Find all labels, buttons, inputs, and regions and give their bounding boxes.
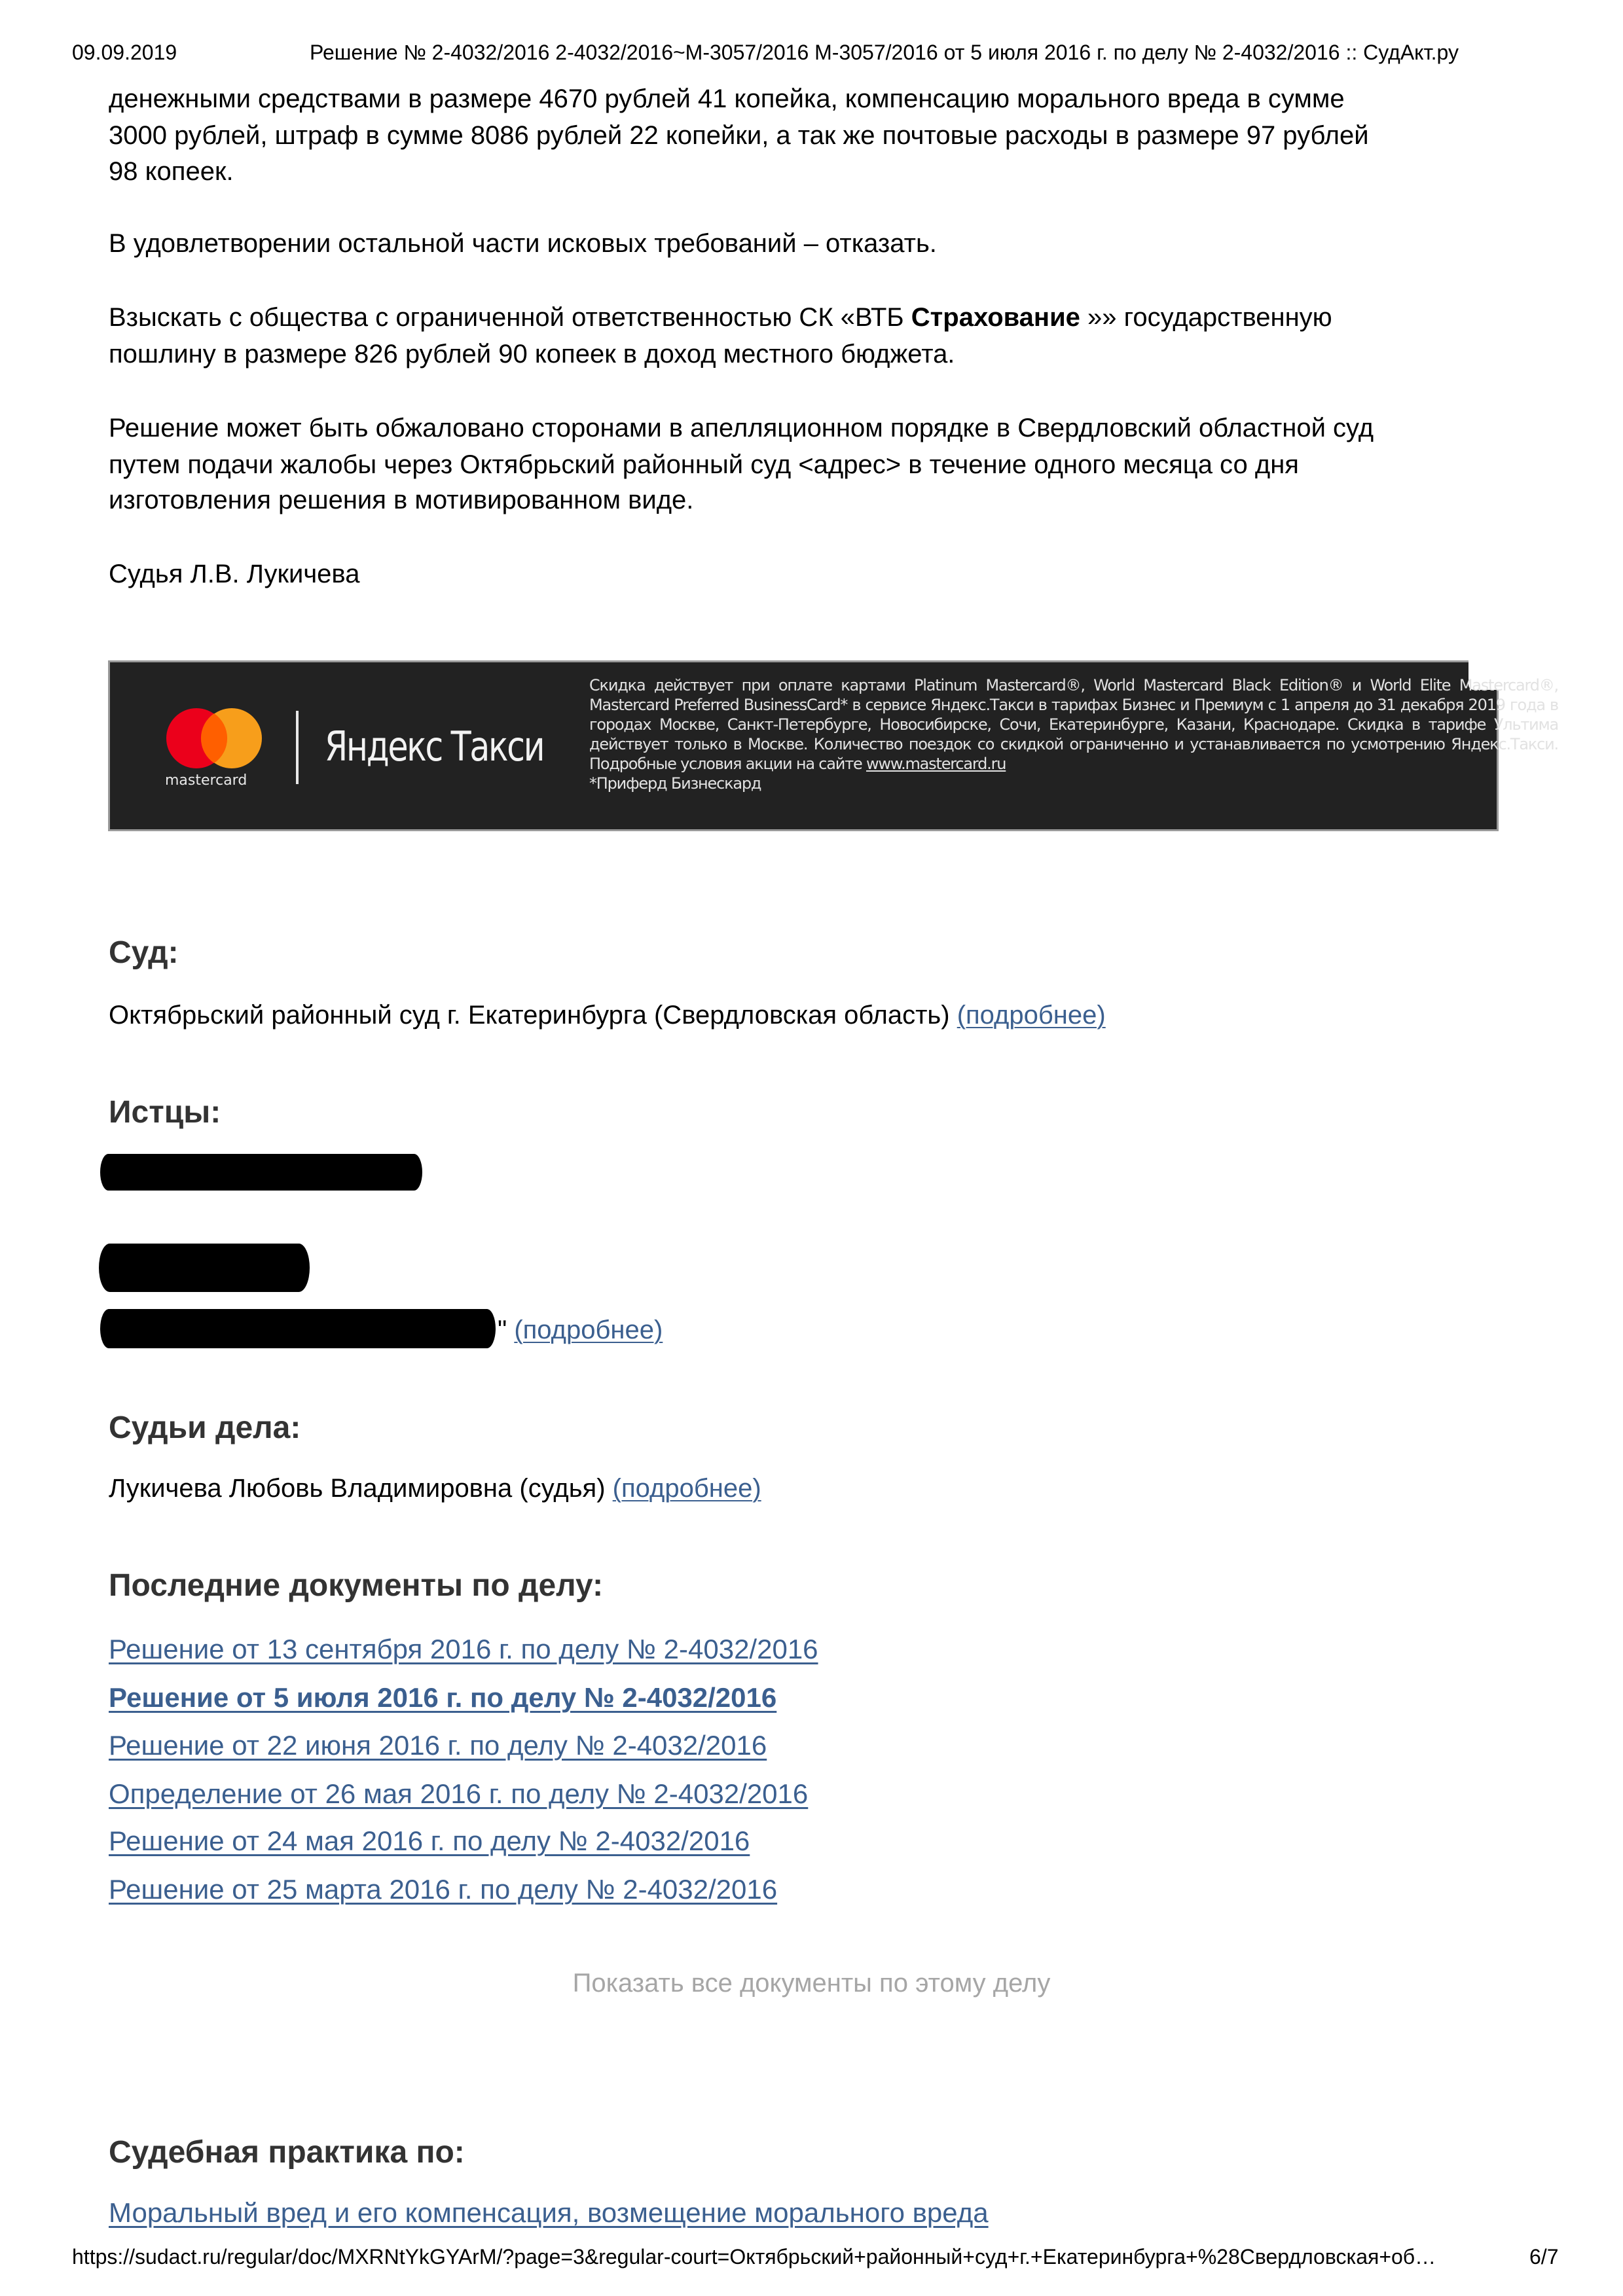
print-title: Решение № 2-4032/2016 2-4032/2016~М-3057/2016 М-3057/2016 от 5 июля 2016 г. по делу № 2-4032/2016 :: СудАкт.ру xyxy=(310,41,1459,64)
redacted-plaintiff-name xyxy=(100,1309,496,1348)
paragraph-line: 98 копеек. xyxy=(109,157,234,186)
mastercard-logo-icon xyxy=(162,707,274,772)
text-fragment: Взыскать с общества с ограниченной ответственностью СК «ВТБ xyxy=(109,303,911,332)
paragraph-line: изготовления решения в мотивированном виде. xyxy=(109,486,694,514)
practice-heading: Судебная практика по: xyxy=(109,2135,465,2170)
doc-link[interactable]: Решение от 25 марта 2016 г. по делу № 2-4032/2016 xyxy=(109,1874,778,1905)
paragraph-line: денежными средствами в размере 4670 рублей 41 копейка, компенсацию морального вреда в сумме xyxy=(109,84,1345,113)
ad-footnote: *Приферд Бизнескард xyxy=(589,774,761,793)
bold-fragment: Страхование xyxy=(911,303,1080,332)
doc-link[interactable]: Решение от 24 мая 2016 г. по делу № 2-4032/2016 xyxy=(109,1825,750,1856)
doc-link[interactable]: Определение от 26 мая 2016 г. по делу № 2-4032/2016 xyxy=(109,1778,809,1809)
practice-link[interactable]: Моральный вред и его компенсация, возмещение морального вреда xyxy=(109,2197,989,2228)
paragraph-line: пошлину в размере 826 рублей 90 копеек в доход местного бюджета. xyxy=(109,340,955,368)
yandex-taxi-logo: Яндекс Такси xyxy=(325,723,544,770)
print-date: 09.09.2019 xyxy=(72,41,177,64)
paragraph-line xyxy=(109,304,1332,331)
judge-name: Лукичева Любовь Владимировна (судья) xyxy=(109,1474,606,1503)
doc-link[interactable]: Решение от 22 июня 2016 г. по делу № 2-4032/2016 xyxy=(109,1730,767,1761)
judge-more-link[interactable]: (подробнее) xyxy=(612,1474,761,1503)
paragraph-line: путем подачи жалобы через Октябрьский районный суд <адрес> в течение одного месяца со дня xyxy=(109,450,1299,479)
ad-disclaimer xyxy=(589,675,1558,793)
redacted-plaintiff-name xyxy=(99,1244,310,1292)
doc-link[interactable]: Решение от 13 сентября 2016 г. по делу № 2-4032/2016 xyxy=(109,1634,818,1664)
court-info xyxy=(109,1002,1106,1028)
redacted-plaintiff-name xyxy=(100,1154,422,1191)
judges-heading: Судьи дела: xyxy=(109,1410,301,1445)
judge-info xyxy=(109,1475,761,1501)
paragraph-line: 3000 рублей, штраф в сумме 8086 рублей 22 копейки, а так же почтовые расходы в размере 97 рублей xyxy=(109,121,1369,150)
plaintiffs-more-link[interactable]: (подробнее) xyxy=(514,1316,663,1344)
ad-banner[interactable] xyxy=(108,660,1558,831)
paragraph-dismissal: В удовлетворении остальной части исковых требований – отказать. xyxy=(109,229,937,258)
judge-signature: Судья Л.В. Лукичева xyxy=(109,560,360,588)
court-name: Октябрьский районный суд г. Екатеринбурга (Свердловская область) xyxy=(109,1001,950,1030)
text-fragment: »» государственную xyxy=(1080,303,1332,332)
ad-disclaimer-text: Скидка действует при оплате картами Platinum Mastercard®, World Mastercard Black Edition® и World Elite Mastercard®, Mastercard Preferred BusinessCard* в сервисе Яндекс.Такси в тарифах Бизнес и Премиум с 1 апреля до 31 декабря 2019 года в городах Москве, Санкт-Петербурге, Новосибирске, Сочи, Екатеринбурге, Казани, Краснодаре. Скидка в тарифе Ультима действует только в Москве. Количество поездок со скидкой ограниченно и устанавливается по усмотрению Яндекс.Такси. Подробные условия акции на сайте xyxy=(589,676,1558,773)
plaintiffs-more xyxy=(498,1317,663,1343)
paragraph-line: Решение может быть обжаловано сторонами в апелляционном порядке в Свердловский областной суд xyxy=(109,414,1374,442)
logo-divider xyxy=(296,711,299,784)
latest-docs-heading: Последние документы по делу: xyxy=(109,1568,604,1603)
ad-mastercard-link[interactable]: www.mastercard.ru xyxy=(866,755,1006,773)
court-heading: Суд: xyxy=(109,935,179,970)
mastercard-wordmark: mastercard xyxy=(165,772,247,789)
print-page-number: 6/7 xyxy=(1529,2245,1559,2269)
trailing-quote: " xyxy=(498,1316,507,1344)
court-more-link[interactable]: (подробнее) xyxy=(957,1001,1106,1030)
show-all-documents-button[interactable]: Показать все документы по этому делу xyxy=(572,1969,1051,1998)
print-url: https://sudact.ru/regular/doc/MXRNtYkGYArM/?page=3&regular-court=Октябрьский+районный+суд+г.+Екатеринбурга+%28Свердловская+об… xyxy=(72,2245,1436,2269)
plaintiffs-heading: Истцы: xyxy=(109,1095,221,1130)
doc-link-current[interactable]: Решение от 5 июля 2016 г. по делу № 2-4032/2016 xyxy=(109,1682,777,1713)
